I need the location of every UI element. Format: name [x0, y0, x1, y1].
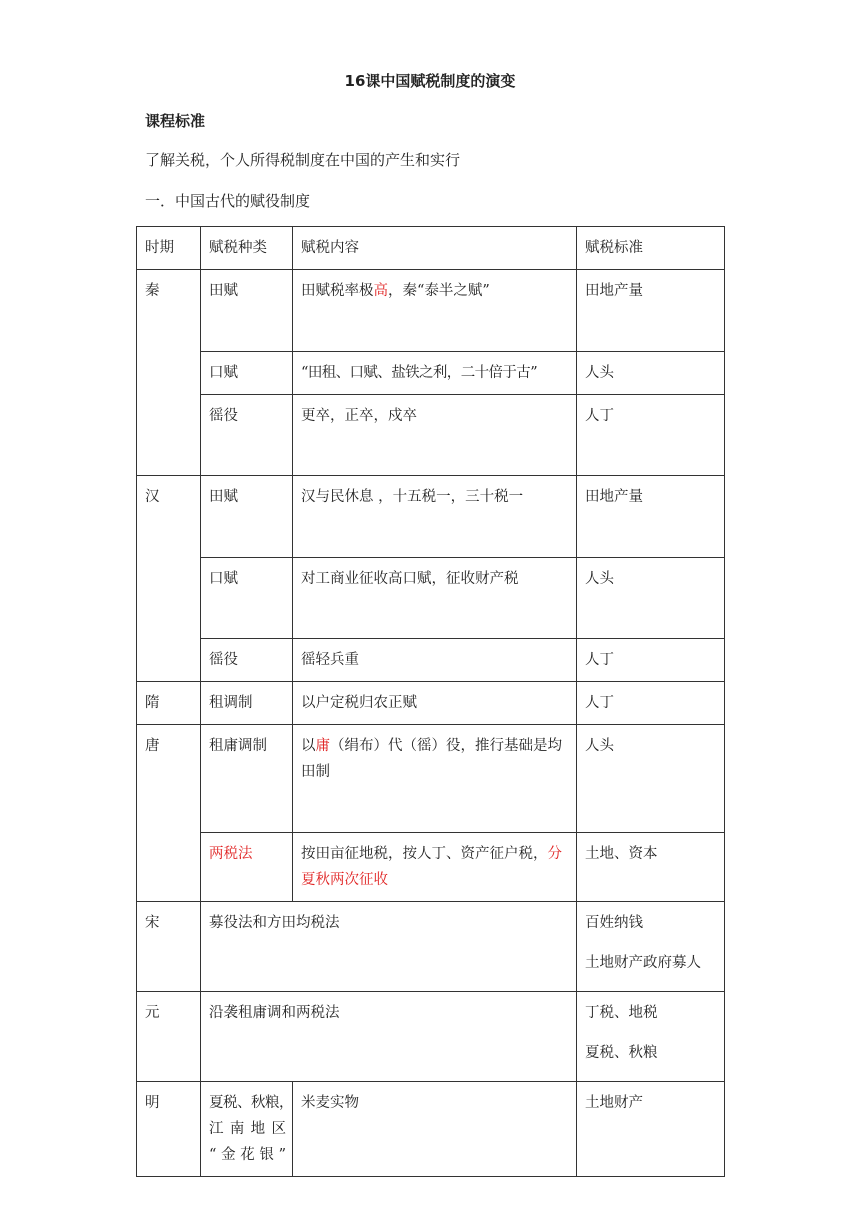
period-cell: 宋	[137, 902, 201, 992]
content-cell	[293, 725, 577, 833]
type-cell: 徭役	[201, 395, 293, 476]
period-cell: 唐	[137, 725, 201, 902]
content-cell	[293, 833, 577, 902]
section-heading: 课程标准	[145, 112, 206, 130]
content-cell: 募役法和方田均税法	[201, 902, 577, 992]
content-text: 按田亩征地税，按人丁、资产征户税，	[301, 846, 548, 862]
period-cell: 明	[137, 1082, 201, 1177]
standard-cell	[577, 992, 725, 1082]
type-cell: 田赋	[201, 270, 293, 352]
page-title: 16课中国赋税制度的演变	[344, 72, 516, 90]
type-cell: 口赋	[201, 558, 293, 639]
content-cell: 以户定税归农正赋	[293, 682, 577, 725]
table-row	[137, 476, 725, 558]
highlight-text: 高	[373, 283, 388, 299]
table-row	[137, 833, 725, 902]
type-cell: 租调制	[201, 682, 293, 725]
content-cell: 汉与民休息 ，十五税一，三十税一	[293, 476, 577, 558]
content-text: （绢布）代（徭）役，推行基础是均田制	[301, 738, 562, 780]
period-cell: 隋	[137, 682, 201, 725]
table-row	[137, 270, 725, 352]
header-standard: 赋税标准	[577, 227, 725, 270]
highlight-text: 分夏秋两次征收	[301, 846, 562, 888]
standard-line: 夏税、秋粮	[585, 1045, 658, 1061]
standard-cell: 人丁	[577, 682, 725, 725]
standard-cell: 人头	[577, 352, 725, 395]
standard-cell: 田地产量	[577, 270, 725, 352]
standard-line: 百姓纳钱	[585, 915, 643, 931]
content-cell: 对工商业征收高口赋，征收财产税	[293, 558, 577, 639]
table-row	[137, 395, 725, 476]
content-cell: “田租、口赋、盐铁之利，二十倍于古”	[293, 352, 577, 395]
standard-cell	[577, 902, 725, 992]
table-row	[137, 639, 725, 682]
table-row	[137, 725, 725, 833]
content-cell: 更卒，正卒，戍卒	[293, 395, 577, 476]
header-type: 赋税种类	[201, 227, 293, 270]
header-content: 赋税内容	[293, 227, 577, 270]
type-cell: 口赋	[201, 352, 293, 395]
standard-line: 土地财产政府募人	[585, 955, 701, 971]
type-cell: 两税法	[201, 833, 293, 902]
content-text: ，秦“泰半之赋”	[388, 283, 490, 299]
table-row	[137, 558, 725, 639]
table-row	[137, 902, 725, 992]
content-cell	[293, 270, 577, 352]
period-cell: 秦	[137, 270, 201, 476]
content-text: 田赋税率极	[301, 283, 374, 299]
standard-cell: 土地、资本	[577, 833, 725, 902]
type-line: 夏税、秋粮，	[209, 1095, 293, 1111]
standard-cell: 人丁	[577, 395, 725, 476]
content-text: 以	[301, 738, 316, 754]
type-line: “金花银”	[209, 1147, 286, 1163]
standard-cell: 土地财产	[577, 1082, 725, 1177]
standard-cell: 人丁	[577, 639, 725, 682]
type-cell: 租庸调制	[201, 725, 293, 833]
table-row	[137, 352, 725, 395]
type-cell: 田赋	[201, 476, 293, 558]
standard-cell: 人头	[577, 725, 725, 833]
standard-line: 丁税、地税	[585, 1005, 658, 1021]
table-row	[137, 992, 725, 1082]
part-heading: 一．中国古代的赋役制度	[145, 192, 311, 210]
content-cell: 米麦实物	[293, 1082, 577, 1177]
standard-cell: 人头	[577, 558, 725, 639]
table-row	[137, 1082, 725, 1177]
content-cell: 沿袭租庸调和两税法	[201, 992, 577, 1082]
period-cell: 元	[137, 992, 201, 1082]
table-header-row	[137, 227, 725, 270]
header-period: 时期	[137, 227, 201, 270]
standard-cell: 田地产量	[577, 476, 725, 558]
type-cell: 徭役	[201, 639, 293, 682]
table-row	[137, 682, 725, 725]
standard-text: 了解关税，个人所得税制度在中国的产生和实行	[145, 151, 461, 169]
type-cell	[201, 1082, 293, 1177]
content-cell: 徭轻兵重	[293, 639, 577, 682]
highlight-text: 庸	[315, 738, 330, 754]
period-cell: 汉	[137, 476, 201, 682]
type-line: 江南地区	[209, 1121, 286, 1137]
tax-table	[136, 226, 725, 1177]
